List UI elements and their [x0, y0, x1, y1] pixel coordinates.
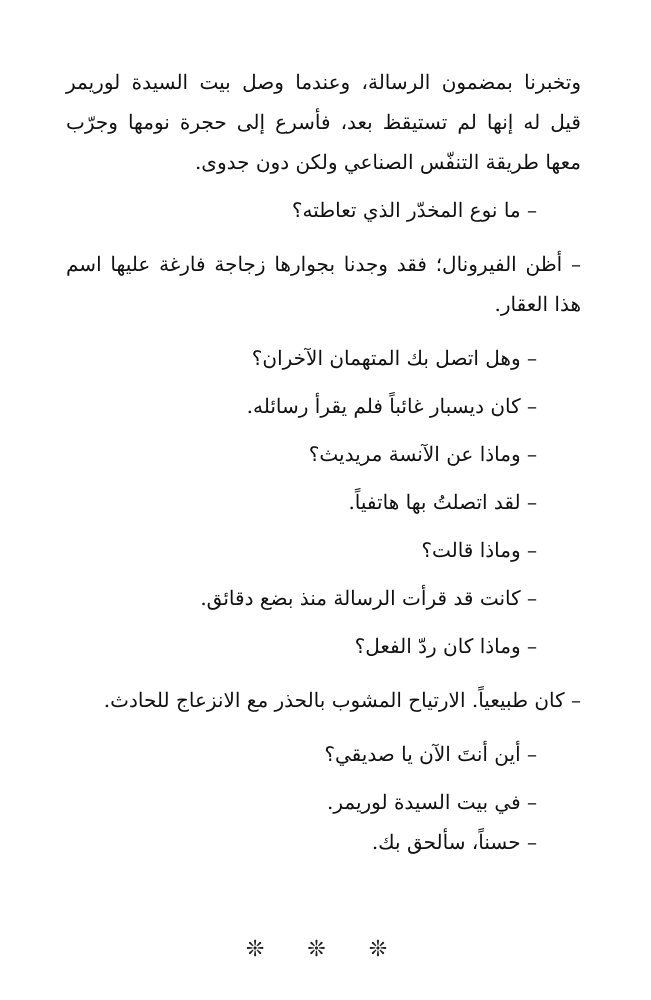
dialogue-line: – أين أنتَ الآن يا صديقي؟	[324, 742, 537, 766]
dialogue-line: – كان ديسبار غائباً فلم يقرأ رسائله.	[246, 394, 537, 418]
dialogue-line: – أظن الفيرونال؛ فقد وجدنا بجوارها زجاجة فارغة عليها اسم هذا العقار.	[66, 252, 581, 316]
dialogue-line: – كانت قد قرأت الرسالة منذ بضع دقائق.	[200, 586, 537, 610]
dialogue-line: – ما نوع المخدّر الذي تعاطته؟	[291, 198, 537, 222]
dialogue-line: – كان طبيعياً. الارتياح المشوب بالحذر مع الانزعاج للحادث.	[103, 688, 581, 712]
dialogue-line: – في بيت السيدة لوريمر.	[326, 790, 537, 814]
dialogue-line: – وماذا عن الآنسة مريديث؟	[308, 442, 537, 466]
dialogue-line: – وماذا قالت؟	[421, 538, 537, 562]
section-break-ornament: ❊ ❊ ❊	[245, 937, 406, 962]
page-text	[66, 62, 581, 862]
narrative-paragraph: وتخبرنا بمضمون الرسالة، وعندما وصل بيت السيدة لوريمر قيل له إنها لم تستيقظ بعد، فأسرع إلى حجرة نومها وجرّب معها طريقة التنفّس الصناعي ولكن دون جدوى.	[66, 70, 581, 174]
dialogue-line: – وهل اتصل بك المتهمان الآخران؟	[251, 346, 537, 370]
dialogue-line: – وماذا كان ردّ الفعل؟	[354, 634, 537, 658]
dialogue-line: – لقد اتصلتُ بها هاتفياً.	[348, 490, 537, 514]
dialogue-line: – حسناً، سألحق بك.	[371, 830, 537, 854]
